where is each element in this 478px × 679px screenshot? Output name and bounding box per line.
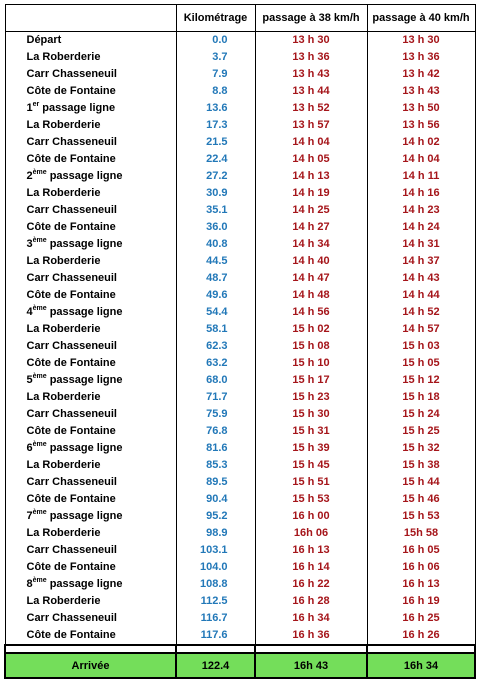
row-km: 116.7 xyxy=(176,610,255,627)
row-place: Carr Chasseneuil xyxy=(5,66,176,83)
row-place: 4ème passage ligne xyxy=(5,304,176,321)
row-km: 35.1 xyxy=(176,202,255,219)
row-km: 17.3 xyxy=(176,117,255,134)
table-row xyxy=(5,593,475,610)
arrival-time-40: 16h 34 xyxy=(367,653,475,678)
table-row xyxy=(5,321,475,338)
row-time-40: 13 h 30 xyxy=(367,32,475,50)
row-place: Carr Chasseneuil xyxy=(5,610,176,627)
row-place: Côte de Fontaine xyxy=(5,83,176,100)
row-time-40: 15 h 53 xyxy=(367,508,475,525)
row-place: Carr Chasseneuil xyxy=(5,134,176,151)
row-km: 76.8 xyxy=(176,423,255,440)
table-row xyxy=(5,100,475,117)
row-time-40: 14 h 37 xyxy=(367,253,475,270)
table-row xyxy=(5,576,475,593)
header-kilometrage: Kilométrage xyxy=(176,5,255,32)
row-time-40: 14 h 23 xyxy=(367,202,475,219)
row-km: 40.8 xyxy=(176,236,255,253)
row-km: 30.9 xyxy=(176,185,255,202)
table-row xyxy=(5,491,475,508)
table-row xyxy=(5,610,475,627)
row-time-40: 15 h 44 xyxy=(367,474,475,491)
row-time-40: 15 h 05 xyxy=(367,355,475,372)
table-row xyxy=(5,66,475,83)
row-time-38: 15 h 10 xyxy=(255,355,367,372)
row-km: 13.6 xyxy=(176,100,255,117)
table-row xyxy=(5,134,475,151)
row-place: Côte de Fontaine xyxy=(5,219,176,236)
row-km: 112.5 xyxy=(176,593,255,610)
row-km: 49.6 xyxy=(176,287,255,304)
table-row xyxy=(5,440,475,457)
row-time-40: 15 h 24 xyxy=(367,406,475,423)
row-time-40: 14 h 52 xyxy=(367,304,475,321)
row-km: 54.4 xyxy=(176,304,255,321)
row-time-40: 16 h 05 xyxy=(367,542,475,559)
row-time-38: 15 h 51 xyxy=(255,474,367,491)
row-place: La Roberderie xyxy=(5,321,176,338)
row-time-38: 16 h 13 xyxy=(255,542,367,559)
row-time-40: 14 h 43 xyxy=(367,270,475,287)
row-km: 95.2 xyxy=(176,508,255,525)
table-row xyxy=(5,253,475,270)
row-km: 3.7 xyxy=(176,49,255,66)
row-time-40: 15 h 32 xyxy=(367,440,475,457)
row-time-40: 14 h 11 xyxy=(367,168,475,185)
row-time-40: 15 h 46 xyxy=(367,491,475,508)
row-km: 104.0 xyxy=(176,559,255,576)
row-place: 1er passage ligne xyxy=(5,100,176,117)
row-place: Côte de Fontaine xyxy=(5,559,176,576)
row-place: Côte de Fontaine xyxy=(5,627,176,645)
row-time-38: 14 h 56 xyxy=(255,304,367,321)
row-time-38: 15 h 39 xyxy=(255,440,367,457)
table-row xyxy=(5,423,475,440)
row-time-38: 15 h 30 xyxy=(255,406,367,423)
row-time-38: 13 h 57 xyxy=(255,117,367,134)
arrival-time-38: 16h 43 xyxy=(255,653,367,678)
table-row xyxy=(5,406,475,423)
row-place: La Roberderie xyxy=(5,525,176,542)
row-place: Carr Chasseneuil xyxy=(5,474,176,491)
row-place: 3ème passage ligne xyxy=(5,236,176,253)
row-km: 68.0 xyxy=(176,372,255,389)
row-place: 7ème passage ligne xyxy=(5,508,176,525)
table-row xyxy=(5,542,475,559)
row-km: 75.9 xyxy=(176,406,255,423)
row-time-38: 15 h 08 xyxy=(255,338,367,355)
table-body xyxy=(5,32,475,646)
row-km: 62.3 xyxy=(176,338,255,355)
table-row xyxy=(5,168,475,185)
row-place: La Roberderie xyxy=(5,389,176,406)
row-km: 48.7 xyxy=(176,270,255,287)
row-km: 90.4 xyxy=(176,491,255,508)
arrival-km: 122.4 xyxy=(176,653,255,678)
row-km: 27.2 xyxy=(176,168,255,185)
row-km: 89.5 xyxy=(176,474,255,491)
row-time-38: 14 h 47 xyxy=(255,270,367,287)
row-time-40: 16 h 13 xyxy=(367,576,475,593)
row-time-40: 16 h 06 xyxy=(367,559,475,576)
row-place: Carr Chasseneuil xyxy=(5,338,176,355)
table-row xyxy=(5,185,475,202)
row-place: Côte de Fontaine xyxy=(5,423,176,440)
row-time-38: 15 h 02 xyxy=(255,321,367,338)
row-time-38: 15 h 45 xyxy=(255,457,367,474)
row-time-38: 14 h 13 xyxy=(255,168,367,185)
table-row xyxy=(5,270,475,287)
header-passage-38: passage à 38 km/h xyxy=(255,5,367,32)
row-time-38: 14 h 40 xyxy=(255,253,367,270)
row-place: La Roberderie xyxy=(5,253,176,270)
row-time-40: 13 h 36 xyxy=(367,49,475,66)
row-place: La Roberderie xyxy=(5,49,176,66)
row-time-40: 14 h 24 xyxy=(367,219,475,236)
row-km: 22.4 xyxy=(176,151,255,168)
table-row xyxy=(5,83,475,100)
row-time-40: 15 h 03 xyxy=(367,338,475,355)
row-time-40: 13 h 42 xyxy=(367,66,475,83)
row-time-38: 13 h 43 xyxy=(255,66,367,83)
table-row xyxy=(5,202,475,219)
row-km: 21.5 xyxy=(176,134,255,151)
row-place: 5ème passage ligne xyxy=(5,372,176,389)
row-time-38: 15 h 53 xyxy=(255,491,367,508)
row-time-38: 14 h 48 xyxy=(255,287,367,304)
row-time-38: 14 h 27 xyxy=(255,219,367,236)
schedule-table xyxy=(4,4,476,679)
table-row xyxy=(5,236,475,253)
row-time-38: 15 h 23 xyxy=(255,389,367,406)
row-time-38: 13 h 30 xyxy=(255,32,367,50)
row-time-40: 13 h 43 xyxy=(367,83,475,100)
row-time-38: 16 h 34 xyxy=(255,610,367,627)
row-time-40: 14 h 04 xyxy=(367,151,475,168)
row-place: Carr Chasseneuil xyxy=(5,202,176,219)
table-row xyxy=(5,219,475,236)
row-km: 98.9 xyxy=(176,525,255,542)
row-place: Côte de Fontaine xyxy=(5,491,176,508)
row-place: Côte de Fontaine xyxy=(5,355,176,372)
table-row xyxy=(5,389,475,406)
row-time-38: 14 h 25 xyxy=(255,202,367,219)
table-row xyxy=(5,457,475,474)
row-time-40: 15 h 18 xyxy=(367,389,475,406)
row-time-40: 16 h 19 xyxy=(367,593,475,610)
row-time-38: 15 h 17 xyxy=(255,372,367,389)
row-km: 71.7 xyxy=(176,389,255,406)
header-place xyxy=(5,5,176,32)
row-km: 7.9 xyxy=(176,66,255,83)
row-place: 8ème passage ligne xyxy=(5,576,176,593)
row-km: 0.0 xyxy=(176,32,255,50)
table-row xyxy=(5,508,475,525)
row-time-40: 14 h 57 xyxy=(367,321,475,338)
row-place: La Roberderie xyxy=(5,117,176,134)
row-time-40: 13 h 50 xyxy=(367,100,475,117)
table-row xyxy=(5,338,475,355)
row-km: 8.8 xyxy=(176,83,255,100)
header-passage-40: passage à 40 km/h xyxy=(367,5,475,32)
row-time-40: 15 h 12 xyxy=(367,372,475,389)
row-time-38: 13 h 52 xyxy=(255,100,367,117)
row-time-38: 16 h 00 xyxy=(255,508,367,525)
row-place: Carr Chasseneuil xyxy=(5,406,176,423)
table-row xyxy=(5,287,475,304)
table-row xyxy=(5,559,475,576)
row-time-38: 16 h 28 xyxy=(255,593,367,610)
row-time-40: 14 h 16 xyxy=(367,185,475,202)
row-km: 58.1 xyxy=(176,321,255,338)
table-row xyxy=(5,372,475,389)
row-time-38: 16 h 36 xyxy=(255,627,367,645)
table-row xyxy=(5,304,475,321)
row-time-38: 16 h 14 xyxy=(255,559,367,576)
row-time-40: 14 h 31 xyxy=(367,236,475,253)
row-place: La Roberderie xyxy=(5,593,176,610)
row-time-38: 16h 06 xyxy=(255,525,367,542)
row-km: 108.8 xyxy=(176,576,255,593)
table-row xyxy=(5,32,475,50)
row-time-40: 15 h 25 xyxy=(367,423,475,440)
row-km: 85.3 xyxy=(176,457,255,474)
table-row xyxy=(5,355,475,372)
arrival-label: Arrivée xyxy=(5,653,176,678)
row-place: 6ème passage ligne xyxy=(5,440,176,457)
row-place: Côte de Fontaine xyxy=(5,151,176,168)
row-km: 103.1 xyxy=(176,542,255,559)
row-place: La Roberderie xyxy=(5,457,176,474)
row-km: 81.6 xyxy=(176,440,255,457)
row-place: Côte de Fontaine xyxy=(5,287,176,304)
row-time-40: 16 h 25 xyxy=(367,610,475,627)
row-km: 36.0 xyxy=(176,219,255,236)
table-row xyxy=(5,474,475,491)
row-time-38: 14 h 34 xyxy=(255,236,367,253)
row-km: 44.5 xyxy=(176,253,255,270)
row-time-38: 15 h 31 xyxy=(255,423,367,440)
table-row xyxy=(5,627,475,645)
row-time-38: 13 h 36 xyxy=(255,49,367,66)
table-row xyxy=(5,151,475,168)
row-time-40: 16 h 26 xyxy=(367,627,475,645)
row-time-38: 14 h 19 xyxy=(255,185,367,202)
row-time-40: 14 h 44 xyxy=(367,287,475,304)
row-place: La Roberderie xyxy=(5,185,176,202)
row-time-38: 13 h 44 xyxy=(255,83,367,100)
row-time-40: 14 h 02 xyxy=(367,134,475,151)
row-time-40: 15 h 38 xyxy=(367,457,475,474)
row-time-40: 15h 58 xyxy=(367,525,475,542)
table-row xyxy=(5,49,475,66)
row-time-38: 14 h 05 xyxy=(255,151,367,168)
row-km: 63.2 xyxy=(176,355,255,372)
row-time-38: 16 h 22 xyxy=(255,576,367,593)
row-place: Carr Chasseneuil xyxy=(5,270,176,287)
table-row xyxy=(5,525,475,542)
row-time-40: 13 h 56 xyxy=(367,117,475,134)
header-row xyxy=(5,5,475,32)
row-place: Départ xyxy=(5,32,176,50)
row-place: Carr Chasseneuil xyxy=(5,542,176,559)
row-km: 117.6 xyxy=(176,627,255,645)
row-place: 2ème passage ligne xyxy=(5,168,176,185)
row-time-38: 14 h 04 xyxy=(255,134,367,151)
table-row xyxy=(5,117,475,134)
arrival-row xyxy=(5,653,475,678)
